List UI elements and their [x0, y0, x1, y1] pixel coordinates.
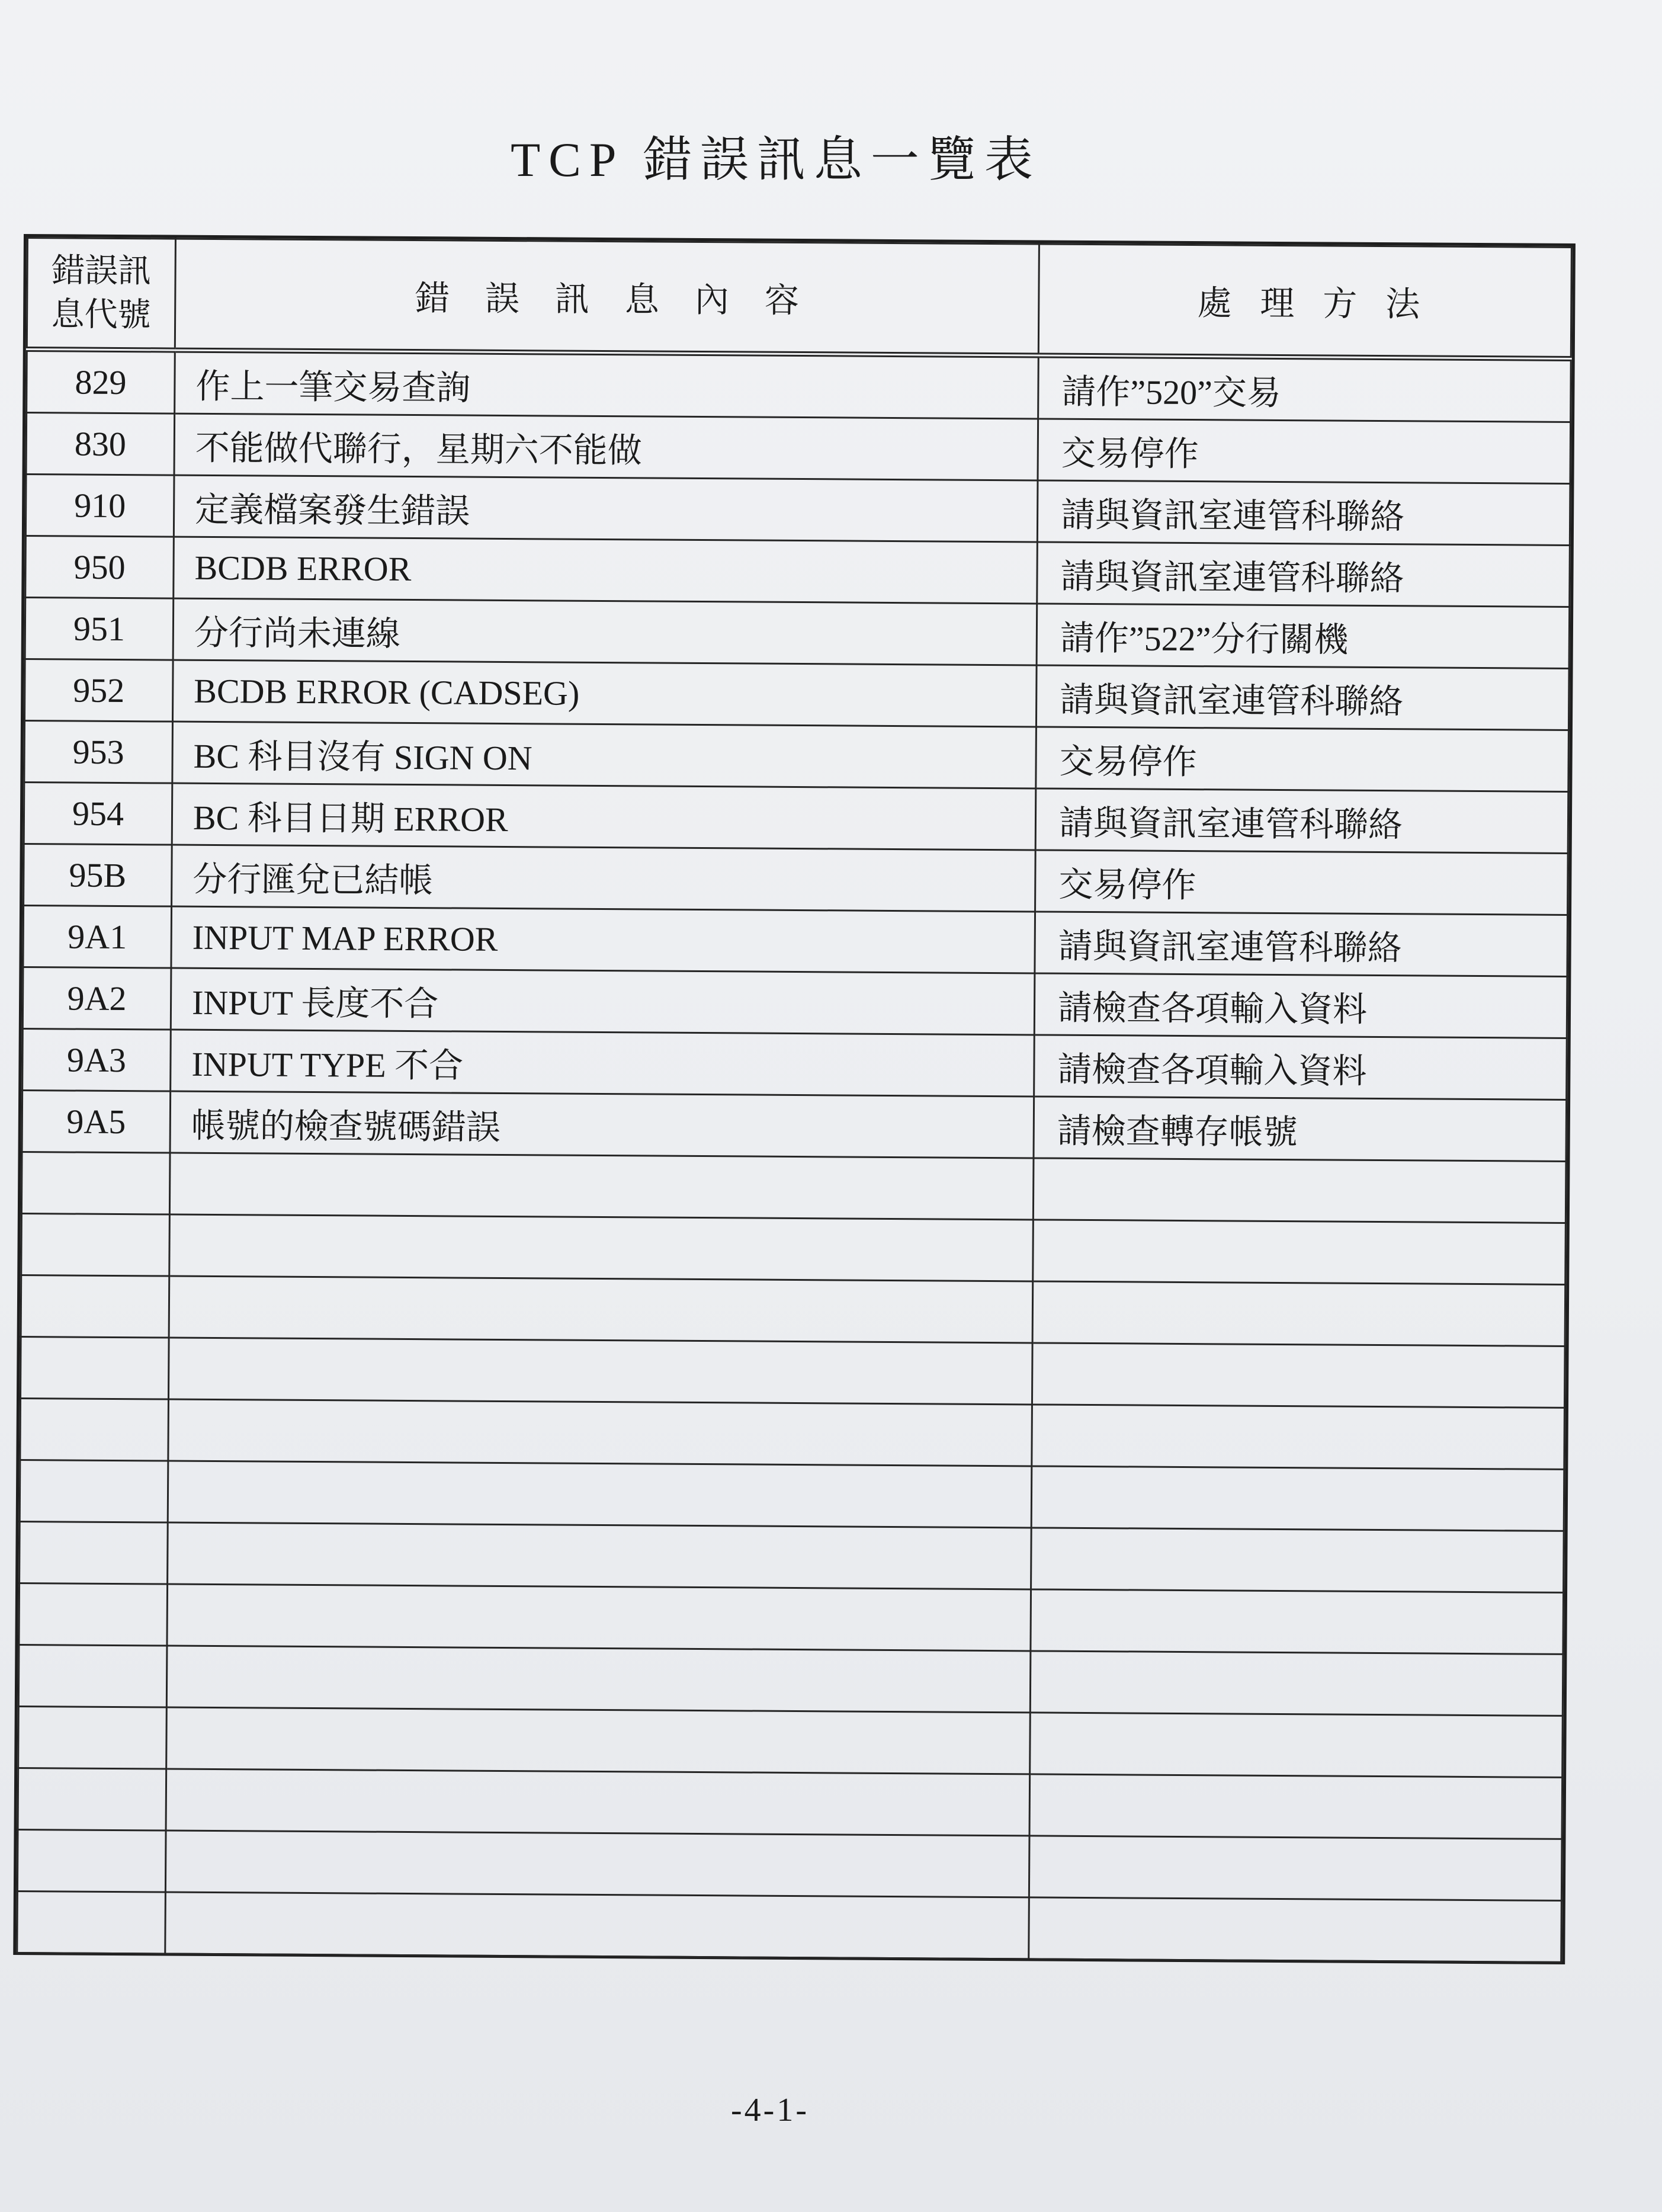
table-row	[17, 1891, 1562, 1962]
table-row	[24, 783, 1568, 854]
error-code-cell	[19, 1583, 168, 1646]
error-code-cell: 95B	[24, 844, 172, 907]
handling-method-cell	[1033, 1220, 1566, 1284]
error-code-cell	[18, 1706, 167, 1769]
handling-method-cell	[1032, 1343, 1565, 1408]
handling-method-cell: 請與資訊室連管科聯絡	[1037, 480, 1570, 545]
handling-method-cell: 請與資訊室連管科聯絡	[1035, 912, 1568, 976]
header-error-message: 錯誤訊息內容	[175, 239, 1039, 355]
error-code-cell: 9A1	[23, 906, 172, 969]
error-message-cell	[169, 1214, 1034, 1281]
error-message-cell: 作上一筆交易查詢	[175, 350, 1039, 419]
handling-method-cell: 請檢查各項輸入資料	[1034, 973, 1567, 1038]
table-row	[24, 844, 1568, 915]
handling-method-cell	[1031, 1589, 1564, 1654]
error-message-cell: 不能做代聯行，星期六不能做	[174, 413, 1038, 480]
table-row	[19, 1583, 1564, 1654]
error-message-cell	[165, 1830, 1029, 1897]
handling-method-cell: 請檢查轉存帳號	[1034, 1097, 1567, 1161]
table-row	[17, 1829, 1562, 1900]
header-error-code-line1: 錯誤訊	[51, 252, 152, 290]
error-message-cell: 分行尚未連線	[173, 598, 1037, 665]
handling-method-cell: 請檢查各項輸入資料	[1034, 1035, 1567, 1099]
error-message-cell: INPUT TYPE 不合	[171, 1030, 1035, 1097]
handling-method-cell	[1032, 1405, 1565, 1469]
error-code-cell: 9A3	[23, 1029, 171, 1092]
error-code-cell: 953	[24, 721, 173, 784]
header-error-code-line2: 息代號	[51, 296, 151, 334]
table-row	[24, 659, 1569, 730]
table-row	[18, 1644, 1563, 1716]
table-header	[27, 238, 1571, 359]
table-row	[18, 1768, 1562, 1839]
error-message-cell: BCDB ERROR (CADSEG)	[172, 660, 1037, 727]
error-message-cell	[165, 1892, 1029, 1959]
table-row	[20, 1337, 1565, 1408]
error-code-cell: 954	[24, 783, 172, 845]
table-row	[20, 1460, 1564, 1531]
handling-method-cell: 請作”520”交易	[1038, 355, 1571, 422]
error-message-table	[13, 234, 1576, 1964]
handling-method-cell: 交易停作	[1038, 419, 1571, 483]
handling-method-cell: 交易停作	[1036, 727, 1569, 791]
handling-method-cell: 請與資訊室連管科聯絡	[1036, 665, 1569, 730]
error-message-cell: BC 科目沒有 SIGN ON	[172, 722, 1037, 788]
table-row	[21, 1275, 1565, 1347]
error-table	[16, 237, 1573, 1963]
handling-method-cell	[1029, 1836, 1562, 1900]
error-code-cell: 950	[25, 536, 174, 599]
error-message-cell: INPUT MAP ERROR	[171, 906, 1035, 973]
table-row	[26, 413, 1571, 484]
error-message-cell	[168, 1338, 1032, 1405]
table-row	[21, 1152, 1566, 1223]
handling-method-cell: 請作”522”分行關機	[1037, 604, 1570, 668]
error-code-cell: 910	[25, 475, 174, 537]
error-message-cell: BCDB ERROR	[174, 537, 1038, 604]
error-code-cell	[18, 1644, 167, 1707]
error-code-cell	[21, 1214, 170, 1277]
header-handling-method: 處理方法	[1038, 244, 1571, 358]
table-row	[22, 1091, 1567, 1162]
handling-method-cell	[1029, 1897, 1562, 1962]
handling-method-cell	[1031, 1528, 1564, 1592]
error-message-cell: INPUT 長度不合	[171, 968, 1035, 1035]
error-code-cell	[20, 1521, 168, 1584]
error-message-cell: 帳號的檢查號碼錯誤	[170, 1091, 1034, 1158]
error-code-cell	[18, 1768, 166, 1830]
handling-method-cell	[1031, 1466, 1564, 1531]
error-message-cell	[166, 1707, 1031, 1774]
error-message-cell	[168, 1461, 1032, 1528]
table-row	[25, 598, 1570, 669]
error-message-cell: 定義檔案發生錯誤	[174, 475, 1038, 542]
error-code-cell	[21, 1275, 169, 1338]
error-code-cell: 829	[27, 350, 175, 414]
handling-method-cell: 交易停作	[1035, 850, 1568, 915]
error-message-cell	[168, 1522, 1032, 1589]
error-code-cell	[20, 1460, 168, 1523]
handling-method-cell: 請與資訊室連管科聯絡	[1035, 788, 1568, 853]
error-code-cell: 952	[24, 659, 173, 722]
header-error-code	[27, 238, 175, 351]
error-code-cell	[17, 1891, 166, 1954]
handling-method-cell	[1030, 1651, 1563, 1716]
handling-method-cell: 請與資訊室連管科聯絡	[1037, 542, 1570, 607]
page-title: TCP 錯誤訊息一覽表	[511, 133, 1041, 187]
handling-method-cell	[1030, 1713, 1563, 1777]
error-code-cell: 9A2	[23, 967, 171, 1030]
error-message-cell	[168, 1399, 1032, 1466]
error-code-cell	[17, 1829, 166, 1892]
error-code-cell	[20, 1337, 169, 1400]
table-row	[20, 1399, 1565, 1470]
handling-method-cell	[1032, 1281, 1565, 1346]
error-message-cell: 分行匯兌已結帳	[172, 845, 1036, 912]
handling-method-cell	[1029, 1774, 1562, 1839]
page-number: -4-1-	[731, 2092, 809, 2128]
table-row	[24, 721, 1569, 792]
table-row	[27, 350, 1571, 422]
handling-method-cell	[1033, 1158, 1566, 1223]
error-message-cell	[166, 1769, 1030, 1836]
table-row	[21, 1214, 1566, 1285]
table-row	[23, 906, 1568, 977]
error-message-cell	[169, 1153, 1034, 1220]
table-row	[20, 1521, 1564, 1592]
table-body	[17, 350, 1571, 1963]
error-message-cell	[167, 1584, 1031, 1651]
table-row	[25, 536, 1570, 607]
error-message-cell: BC 科目日期 ERROR	[172, 783, 1036, 850]
error-message-cell	[166, 1646, 1031, 1713]
error-code-cell	[20, 1399, 169, 1461]
error-code-cell: 830	[26, 413, 175, 476]
table-row	[18, 1706, 1563, 1777]
error-message-cell	[169, 1276, 1033, 1343]
header-row	[27, 238, 1571, 359]
error-code-cell: 9A5	[22, 1091, 171, 1153]
table-row	[23, 967, 1567, 1038]
error-code-cell: 951	[25, 598, 174, 661]
error-code-cell	[21, 1152, 170, 1215]
table-row	[25, 475, 1570, 546]
table-row	[23, 1029, 1567, 1100]
